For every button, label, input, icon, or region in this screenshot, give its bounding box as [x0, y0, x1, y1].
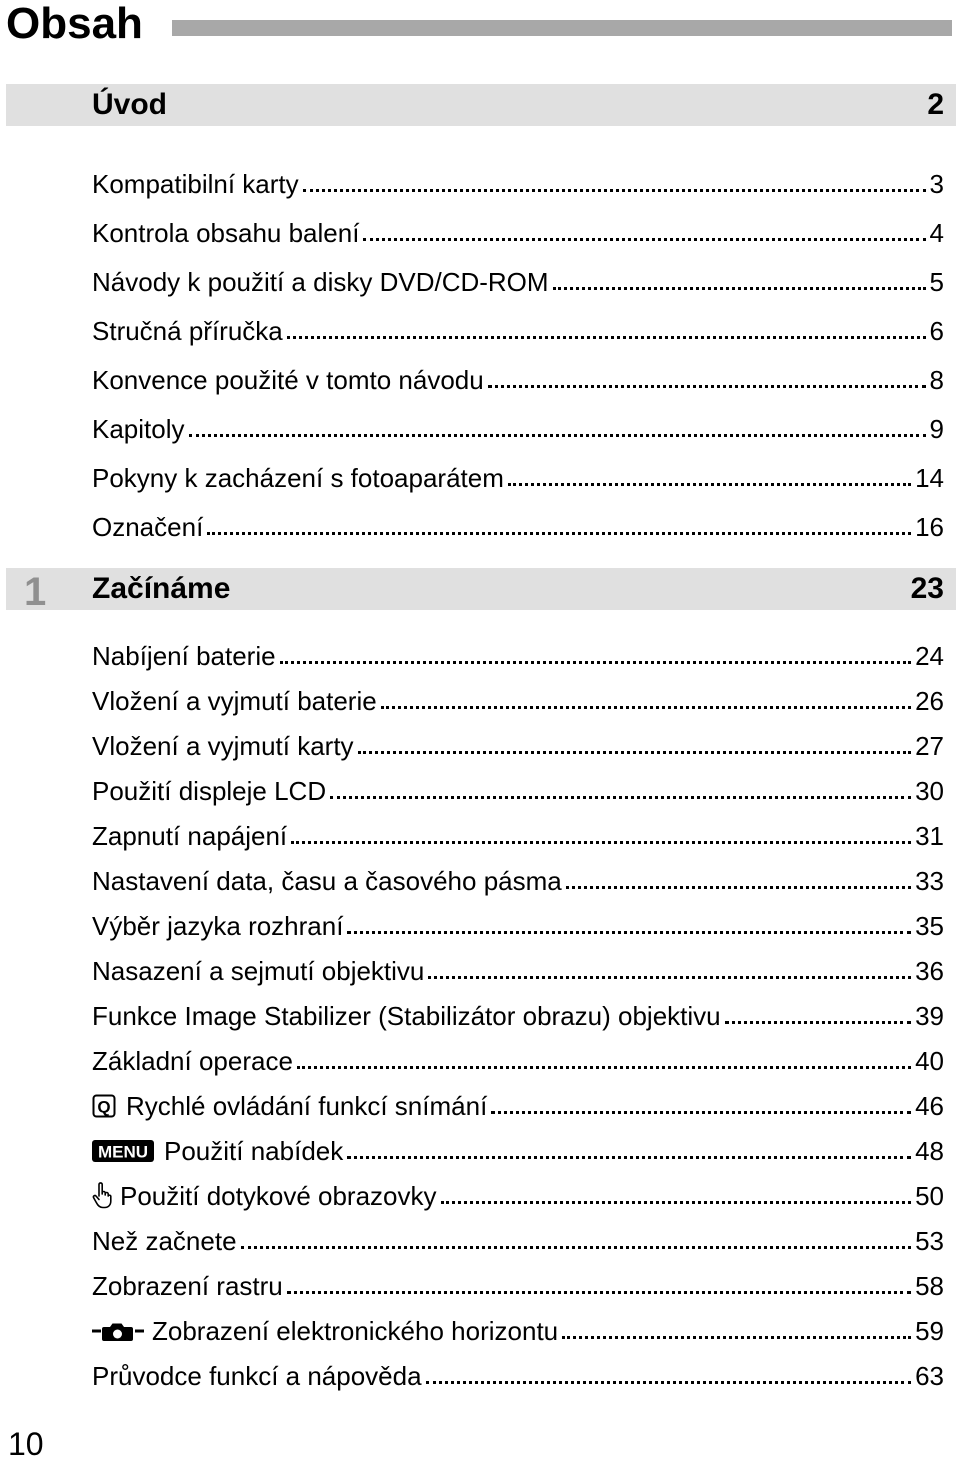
menu-button-icon: [92, 1140, 154, 1162]
toc-entry[interactable]: [92, 1346, 944, 1391]
dot-leader: [562, 1336, 911, 1339]
dot-leader: [441, 1201, 912, 1204]
toc-entry[interactable]: [92, 395, 944, 444]
section-page: 2: [927, 88, 944, 121]
toc-entry-label: Vložení a vyjmutí baterie: [92, 686, 377, 716]
toc-entry-page: 33: [915, 866, 944, 896]
toc-entry[interactable]: [92, 1031, 944, 1076]
toc-entry-page: 53: [915, 1226, 944, 1256]
svg-text:Q: Q: [97, 1097, 111, 1117]
toc-entry[interactable]: [92, 1166, 944, 1211]
toc-entry-page: 16: [915, 512, 944, 542]
toc-entry[interactable]: [92, 896, 944, 941]
toc-entry-label: Konvence použité v tomto návodu: [92, 365, 484, 395]
toc-entry[interactable]: [92, 1256, 944, 1301]
dot-leader: [426, 1381, 912, 1384]
toc-entry-page: 58: [915, 1271, 944, 1301]
toc-entry-page: 14: [915, 463, 944, 493]
section-title: Začínáme: [92, 572, 231, 605]
dot-leader: [347, 931, 911, 934]
toc-entry-label: Funkce Image Stabilizer (Stabilizátor obrazu) objektivu: [92, 1001, 721, 1031]
toc-entry-page: 5: [929, 267, 944, 297]
section-header-zaciname[interactable]: [6, 568, 956, 614]
dot-leader: [241, 1246, 912, 1249]
toc-entry-page: 50: [915, 1181, 944, 1211]
toc-entry[interactable]: [92, 806, 944, 851]
toc-entry[interactable]: [92, 941, 944, 986]
svg-text:MENU: MENU: [97, 1142, 149, 1162]
toc-entry-page: 36: [915, 956, 944, 986]
toc-entry-page: 46: [915, 1091, 944, 1121]
toc-entry[interactable]: [92, 297, 944, 346]
toc-entry-label: Rychlé ovládání funkcí snímání: [126, 1091, 488, 1121]
title-rule: [172, 20, 952, 36]
toc-list-zaciname: [92, 630, 944, 1391]
dot-leader: [566, 886, 911, 889]
toc-entry-page: 40: [915, 1046, 944, 1076]
toc-entry[interactable]: [92, 444, 944, 493]
section-page: 23: [910, 572, 944, 605]
toc-entry-label: Označení: [92, 512, 204, 542]
page-title: Obsah: [6, 0, 143, 48]
section-title: Úvod: [92, 88, 167, 121]
toc-entry[interactable]: [92, 671, 944, 716]
toc-entry-label: Kontrola obsahu balení: [92, 218, 360, 248]
toc-entry-page: 3: [929, 169, 944, 199]
toc-entry-page: 30: [915, 776, 944, 806]
toc-entry[interactable]: [92, 630, 944, 671]
toc-entry-label: Kompatibilní karty: [92, 169, 299, 199]
toc-entry-label: Kapitoly: [92, 414, 185, 444]
toc-entry-label: Nasazení a sejmutí objektivu: [92, 956, 425, 986]
dot-leader: [347, 1156, 911, 1159]
section-number: 1: [24, 570, 47, 614]
dot-leader: [725, 1021, 911, 1024]
dot-leader: [428, 976, 911, 979]
toc-entry[interactable]: [92, 761, 944, 806]
toc-entry-label: Vložení a vyjmutí karty: [92, 731, 354, 761]
dot-leader: [508, 483, 911, 486]
toc-entry-label: Zapnutí napájení: [92, 821, 288, 851]
toc-entry-page: 39: [915, 1001, 944, 1031]
dot-leader: [189, 434, 926, 437]
toc-entry-label: Nastavení data, času a časového pásma: [92, 866, 562, 896]
toc-entry[interactable]: [92, 1301, 944, 1346]
dot-leader: [207, 532, 911, 535]
toc-entry-label: Zobrazení elektronického horizontu: [152, 1316, 559, 1346]
dot-leader: [303, 189, 926, 192]
dot-leader: [287, 1291, 911, 1294]
toc-entry-label: Stručná příručka: [92, 316, 283, 346]
toc-entry-page: 9: [929, 414, 944, 444]
dot-leader: [280, 661, 912, 664]
toc-entry-label: Použití nabídek: [164, 1136, 344, 1166]
dot-leader: [363, 238, 925, 241]
toc-entry-page: 48: [915, 1136, 944, 1166]
toc-list-uvod: [92, 150, 944, 542]
dot-leader: [491, 1111, 911, 1114]
toc-entry[interactable]: [92, 248, 944, 297]
electronic-level-camera-icon: [92, 1319, 144, 1343]
toc-entry-page: 31: [915, 821, 944, 851]
toc-entry-page: 63: [915, 1361, 944, 1391]
toc-entry[interactable]: [92, 716, 944, 761]
dot-leader: [381, 706, 911, 709]
toc-entry[interactable]: [92, 150, 944, 199]
toc-entry-page: 24: [915, 641, 944, 671]
dot-leader: [330, 796, 911, 799]
toc-entry-label: Návody k použití a disky DVD/CD-ROM: [92, 267, 549, 297]
toc-entry-page: 27: [915, 731, 944, 761]
toc-entry[interactable]: [92, 986, 944, 1031]
toc-entry-label: Pokyny k zacházení s fotoaparátem: [92, 463, 504, 493]
toc-entry-label: Použití dotykové obrazovky: [120, 1181, 437, 1211]
page-number: 10: [8, 1426, 44, 1462]
dot-leader: [291, 841, 911, 844]
toc-entry[interactable]: [92, 1211, 944, 1256]
toc-entry-page: 26: [915, 686, 944, 716]
toc-entry-label: Zobrazení rastru: [92, 1271, 283, 1301]
toc-entry-page: 4: [929, 218, 944, 248]
toc-entry-page: 8: [929, 365, 944, 395]
toc-entry[interactable]: [92, 199, 944, 248]
toc-entry[interactable]: [92, 851, 944, 896]
toc-entry[interactable]: [92, 1076, 944, 1121]
dot-leader: [297, 1066, 911, 1069]
toc-entry[interactable]: [92, 346, 944, 395]
toc-entry-page: 59: [915, 1316, 944, 1346]
toc-entry-label: Než začnete: [92, 1226, 237, 1256]
toc-entry-label: Nabíjení baterie: [92, 641, 276, 671]
toc-entry-label: Výběr jazyka rozhraní: [92, 911, 344, 941]
toc-entry-label: Průvodce funkcí a nápověda: [92, 1361, 422, 1391]
dot-leader: [488, 385, 926, 388]
toc-entry-page: 6: [929, 316, 944, 346]
toc-entry[interactable]: [92, 493, 944, 542]
touch-hand-icon: [92, 1181, 112, 1209]
toc-entry-page: 35: [915, 911, 944, 941]
toc-entry-label: Použití displeje LCD: [92, 776, 327, 806]
quick-control-q-icon: [92, 1094, 116, 1118]
dot-leader: [358, 751, 912, 754]
section-header-uvod[interactable]: [6, 84, 956, 126]
dot-leader: [553, 287, 926, 290]
toc-entry[interactable]: [92, 1121, 944, 1166]
toc-entry-label: Základní operace: [92, 1046, 293, 1076]
dot-leader: [287, 336, 926, 339]
